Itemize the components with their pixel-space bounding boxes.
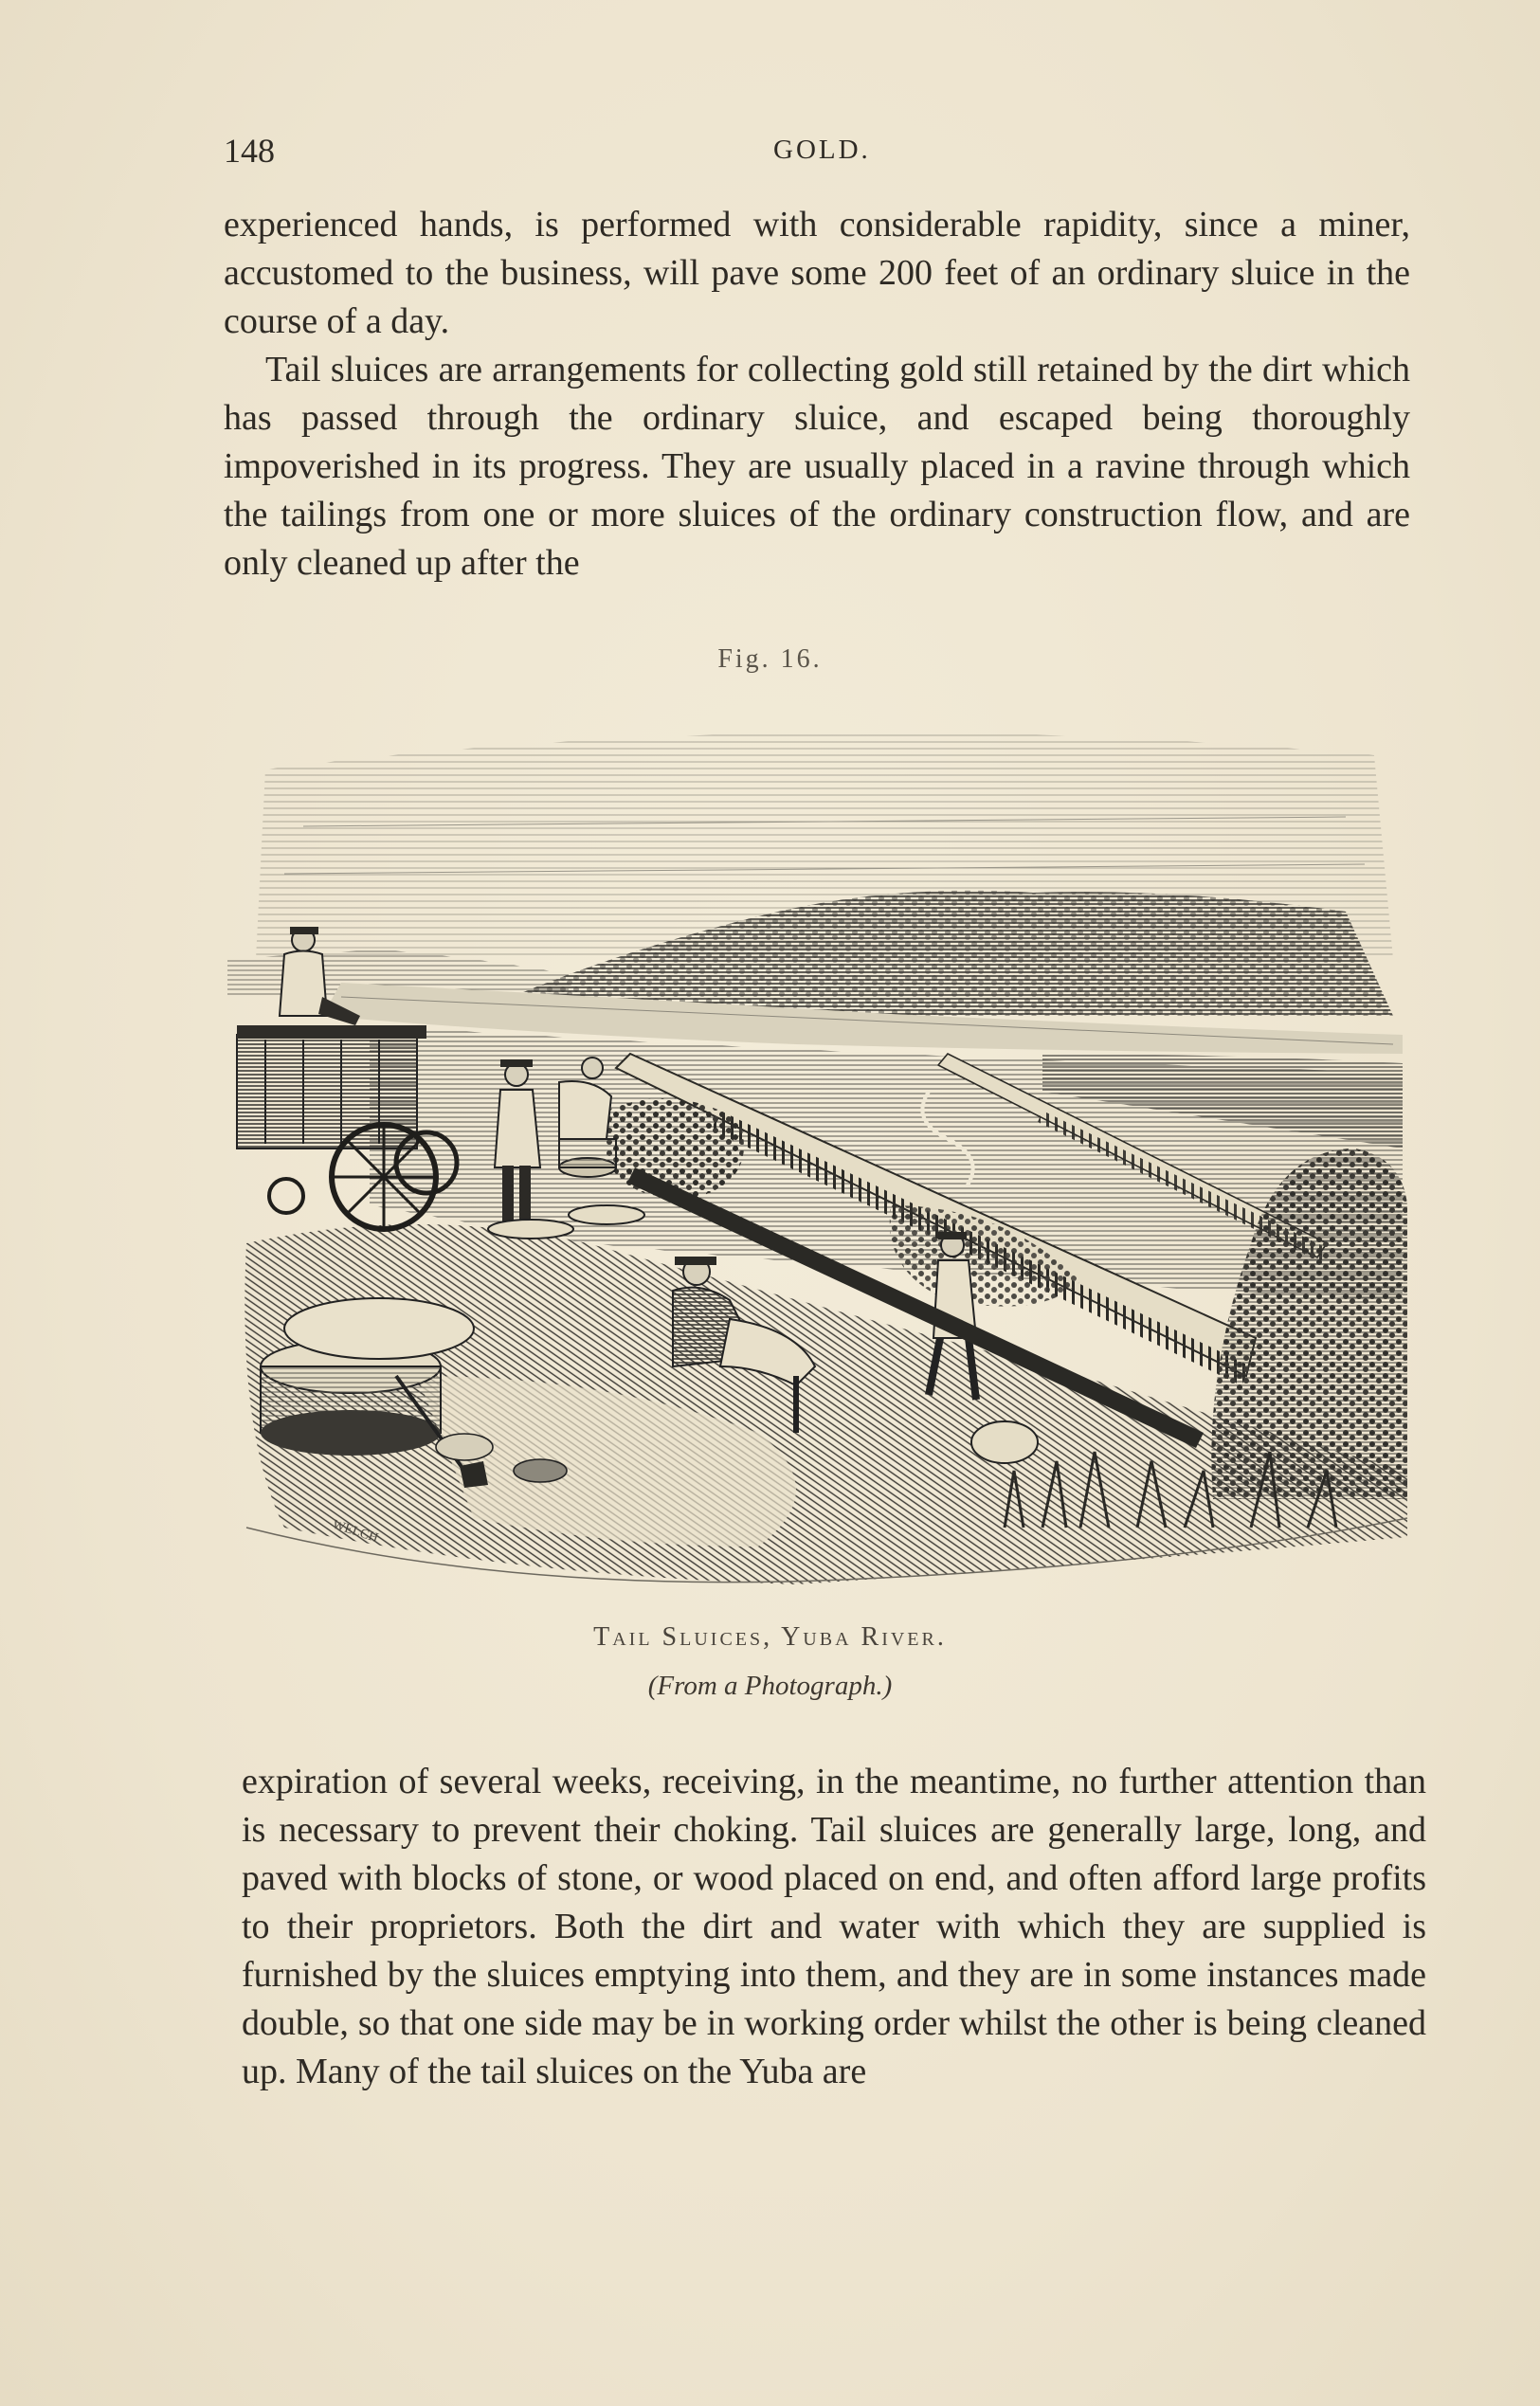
running-head: [224, 131, 1408, 178]
paragraph-continuation: experienced hands, is performed with considerable rapidity, since a miner, accustomed to the business, will pave some 200 feet of an ordinary sluice in the course of a day.: [224, 205, 1410, 341]
figure-source: (From a Photograph.): [647, 1671, 893, 1701]
figure-caption: Tail Sluices, Yuba River.: [593, 1622, 947, 1652]
page-number: 148: [224, 132, 275, 170]
body-text-bottom: [242, 1758, 1426, 2096]
figure-label: Fig. 16.: [717, 644, 823, 674]
body-text-top: [224, 201, 1410, 588]
engraving-tail-sluices: [227, 713, 1431, 1590]
paragraph-continued: expiration of several weeks, receiving, in the meantime, no further attention than is necessary to prevent their choking. Tail sluices are generally large, long, and paved with blocks of stone, or wood placed on end, and often afford large profits to their proprietors. Both the dirt and water with which they are supplied is furnished by the sluices emptying into them, and they are in some instances made double, so that one side may be in working order whilst the other is being cleaned up. Many of the tail sluices on the Yuba are: [242, 1762, 1426, 2091]
engraver-signature: WELCH: [330, 1517, 380, 1547]
running-title: GOLD.: [773, 135, 871, 165]
paragraph-tail-sluices: Tail sluices are arrangements for collecting gold still retained by the dirt which has passed through the ordinary sluice, and escaped being thoroughly impoverished in its progress. They are usually placed in a ravine through which the tailings from one or more sluices of the ordinary construction flow, and are only cleaned up after the: [224, 350, 1410, 583]
